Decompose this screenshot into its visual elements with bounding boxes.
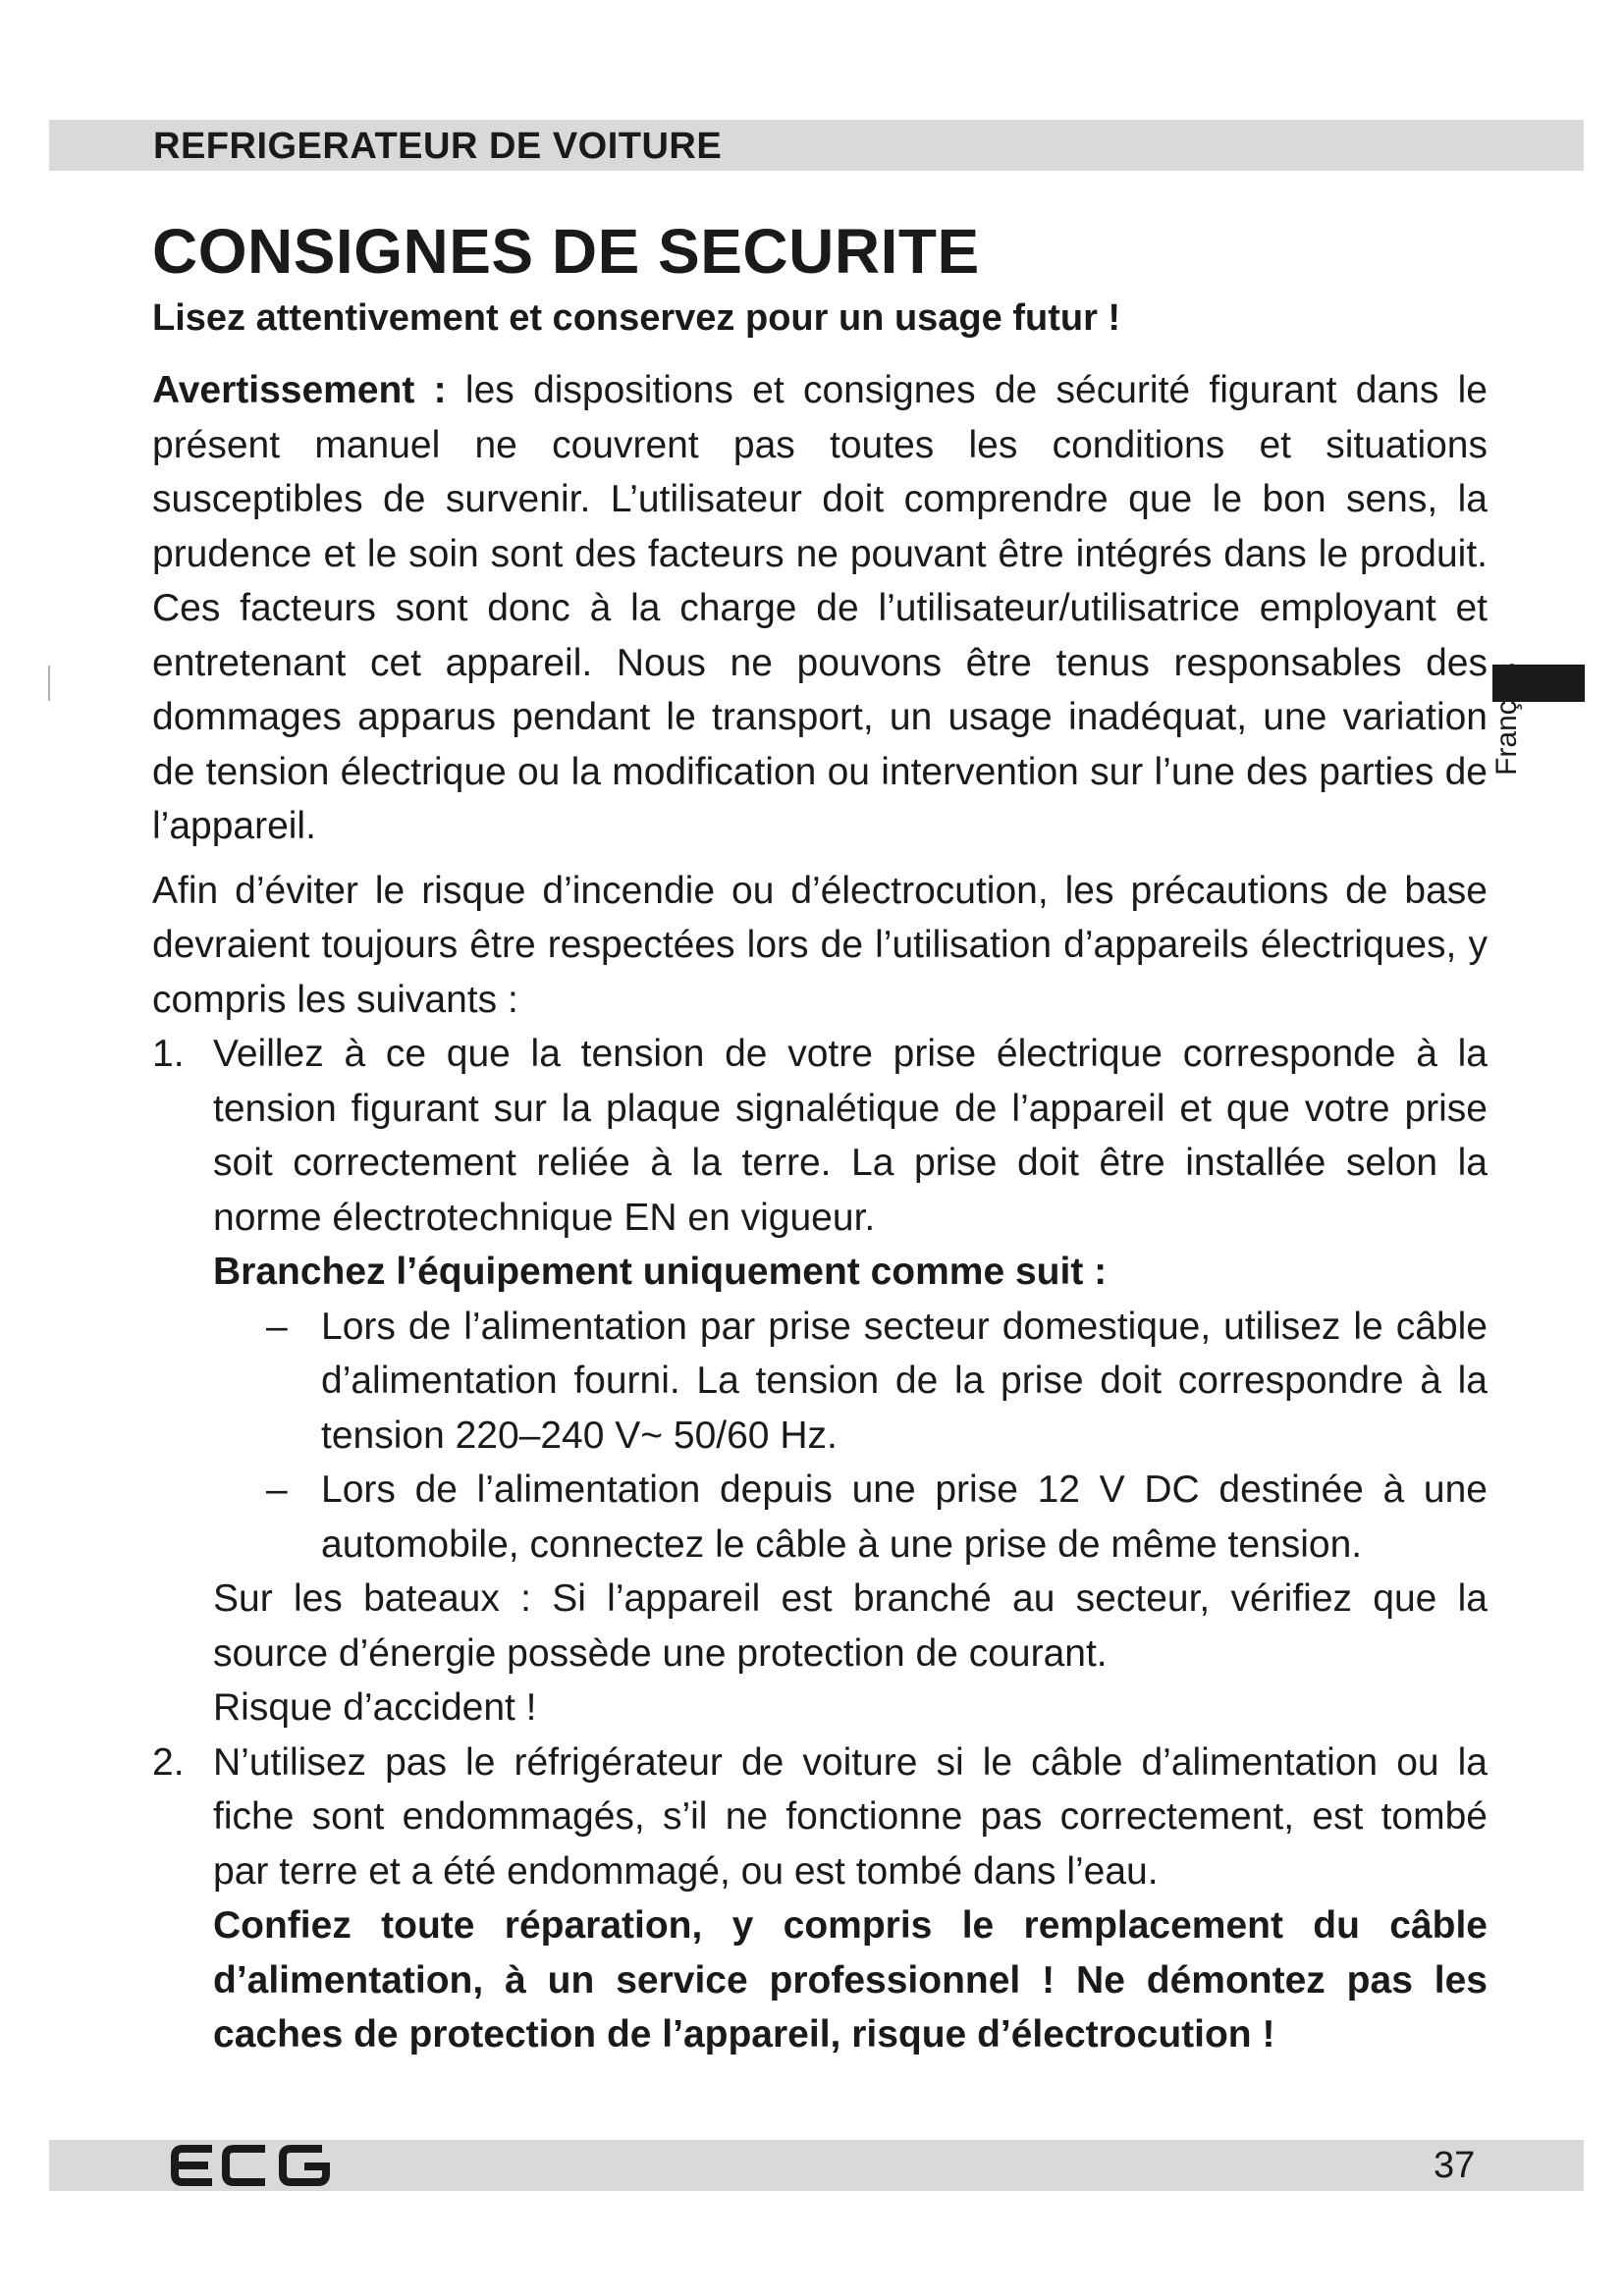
warning-paragraph bbox=[152, 363, 1488, 854]
ecg-logo-icon bbox=[169, 2143, 336, 2188]
item-risk-text: Risque d’accident ! bbox=[213, 1686, 537, 1729]
margin-tick bbox=[48, 666, 50, 701]
item-bold-text: Branchez l’équipement uniquement comme suit : bbox=[213, 1251, 1108, 1293]
list-item bbox=[152, 1735, 1488, 2062]
dash-text: Lors de l’alimentation par prise secteur domestique, utilisez le câble d’alimentation fourni. La tension de la prise doit correspondre à la tension 220–240 V~ 50/60 Hz. bbox=[321, 1305, 1488, 1457]
item-number: 2. bbox=[152, 1740, 185, 1784]
dash-item bbox=[266, 1300, 1488, 1464]
warning-label: Avertissement : bbox=[152, 369, 447, 411]
content bbox=[152, 363, 1488, 2062]
intro-paragraph: Afin d’éviter le risque d’incendie ou d’électrocution, les précautions de base devraient toujours être respectées lors de l’utilisation d’appareils électriques, y compris les suivants : bbox=[152, 869, 1488, 1021]
dash-list bbox=[213, 1300, 1488, 1573]
language-label: Français bbox=[1490, 662, 1523, 775]
ecg-logo bbox=[169, 2143, 336, 2193]
dash-text: Lors de l’alimentation depuis une prise 12 V DC destinée à une automobile, connectez le câble à une prise de même tension. bbox=[321, 1468, 1488, 1566]
item-number: 1. bbox=[152, 1033, 185, 1075]
item-after-text: Sur les bateaux : Si l’appareil est branché au secteur, vérifiez que la source d’énergie possède une protection de courant. bbox=[213, 1577, 1488, 1675]
dash-mark: – bbox=[266, 1305, 288, 1348]
list-item bbox=[152, 1027, 1488, 1735]
item-text: N’utilisez pas le réfrigérateur de voiture si le câble d’alimentation ou la fiche sont endommagés, s’il ne fonctionne pas correctement, est tombé par terre et a été endommagé, ou est tombé dans l’eau. bbox=[213, 1740, 1488, 1893]
subtitle: Lisez attentivement et conservez pour un usage futur ! bbox=[152, 297, 1121, 339]
header-title: REFRIGERATEUR DE VOITURE bbox=[153, 126, 723, 167]
safety-list bbox=[152, 1027, 1488, 2062]
page-number: 37 bbox=[1434, 2145, 1476, 2186]
item-text: Veillez à ce que la tension de votre prise électrique corresponde à la tension figurant sur la plaque signalétique de l’appareil et que votre prise soit correctement reliée à la terre. La prise doit être installée selon la norme électrotechnique EN en vigueur. bbox=[213, 1033, 1488, 1239]
dash-mark: – bbox=[266, 1468, 288, 1511]
dash-item bbox=[266, 1463, 1488, 1572]
page-title: CONSIGNES DE SECURITE bbox=[152, 216, 980, 287]
item-bold-text: Confiez toute réparation, y compris le remplacement du câble d’alimentation, à un service professionnel ! Ne démontez pas les caches de protection de l’appareil, risque d’électrocution ! bbox=[213, 1904, 1488, 2056]
warning-text: les dispositions et consignes de sécurité figurant dans le présent manuel ne couvrent pas toutes les conditions et situations susceptibles de survenir. L’utilisateur doit comprendre que le bon sens, la prudence et le soin sont des facteurs ne pouvant être intégrés dans le produit. Ces facteurs sont donc à la charge de l’utilisateur/utilisatrice employant et entretenant cet appareil. Nous ne pouvons être tenus responsables des dommages apparus pendant le transport, un usage inadéquat, une variation de tension électrique ou la modification ou intervention sur l’une des parties de l’appareil. bbox=[152, 369, 1488, 847]
